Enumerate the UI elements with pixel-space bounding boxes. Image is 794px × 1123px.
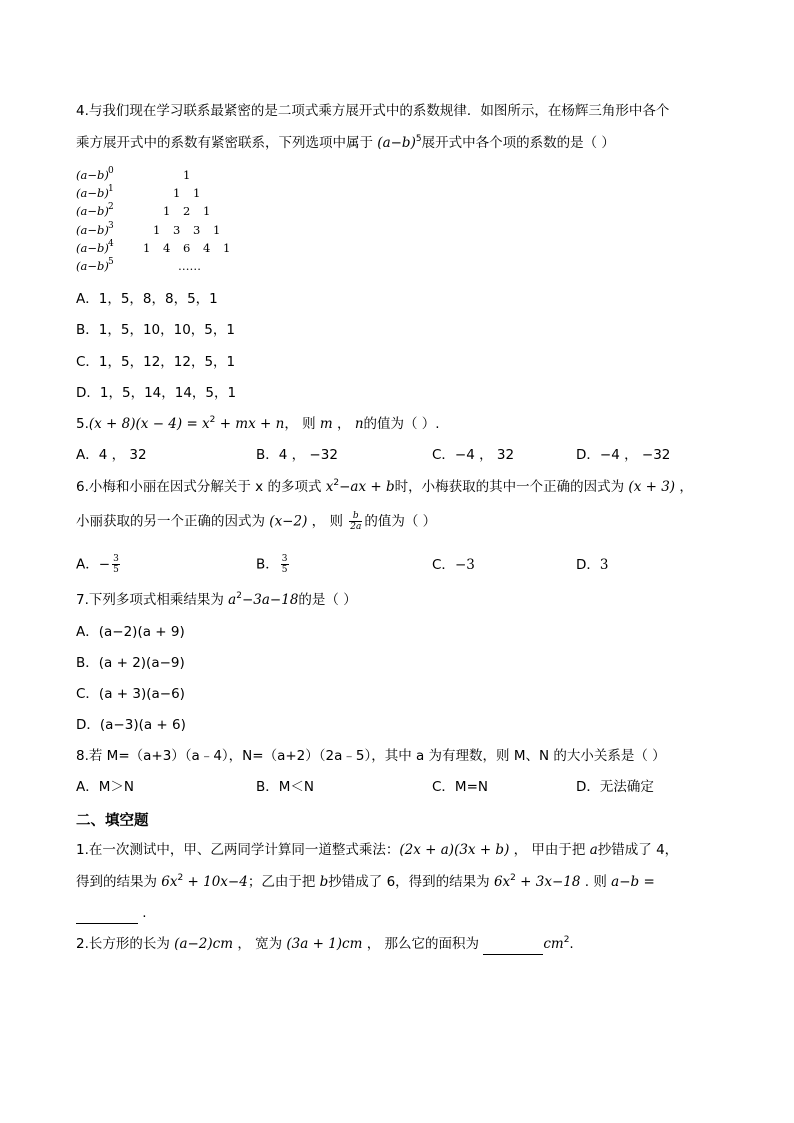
pascal-coefficient: 1: [173, 186, 181, 200]
pascal-coefficient: 1: [153, 223, 161, 237]
q8-stem: 8.若 M=（a+3）（a﹣4），N=（a+2）（2a﹣5），其中 a 为有理数，则 M、N 的大小关系是（ ）: [76, 748, 666, 764]
pascal-row-exp: 3: [108, 221, 114, 231]
q6-frac-num: b: [349, 511, 362, 522]
q6-line1-b: 时，小梅获取的其中一个正确的因式为: [394, 479, 629, 495]
f1-result2-exp: 2: [510, 873, 516, 883]
f1-expr: (2x + a)(3x + b): [399, 842, 510, 858]
q8-option-d: D．无法确定: [576, 779, 654, 795]
q6-option-c-letter: C．: [432, 557, 455, 573]
pascal-coefficient: ……: [178, 259, 201, 273]
q6-poly: x: [325, 479, 334, 495]
q7-option-b: B．(a + 2)(a−9): [76, 655, 185, 671]
q5-option-b: B．4 ， −32: [256, 447, 338, 463]
q6-factor1: (x + 3): [628, 479, 676, 495]
pascal-coefficient: 3: [193, 223, 201, 237]
q6-option-a-letter: A．: [76, 556, 99, 573]
q7-expr-tail: −3a−18: [241, 592, 299, 608]
f1-var-b: b: [319, 874, 329, 890]
pascal-coefficient: 4: [163, 241, 171, 255]
f1-result2: 6x: [493, 874, 511, 890]
pascal-coefficient: 2: [183, 204, 191, 218]
f1-var-a: a: [589, 842, 598, 858]
q7-expr-exp: 2: [236, 591, 242, 601]
q6-frac-den: 2a: [350, 522, 362, 532]
q4-option-a: A．1，5，8，8，5，1: [76, 291, 218, 307]
q4-expr-exp: 5: [415, 134, 422, 144]
pascal-row-label: (a−b): [76, 186, 109, 200]
q6-option-b-frac: [281, 554, 289, 575]
pascal-row-exp-wrap: [108, 168, 114, 182]
q7-line-b: 的是（ ）: [298, 592, 357, 608]
q4-line1: 4.与我们现在学习联系最紧密的是二项式乘方展开式中的系数规律．如图所示，在杨辉三角形中各个: [76, 103, 670, 119]
q5-var-m: m: [319, 416, 333, 432]
f2-line-a: 2.长方形的长为: [76, 936, 175, 952]
f1-line3: [76, 903, 147, 924]
q5-middle: ， 则: [284, 416, 320, 432]
pascal-row-exp-wrap: [108, 186, 114, 200]
pascal-coefficient: 1: [213, 223, 221, 237]
q6-option-d: [576, 555, 609, 575]
q6-option-c: [432, 555, 475, 575]
q6-fraction: [349, 511, 362, 532]
f2-end: .: [569, 936, 574, 952]
q6-option-d-letter: D．: [576, 557, 600, 573]
f1-end: .: [138, 905, 147, 921]
f1-result1-tail: + 10x−4: [183, 874, 248, 890]
q5-var-n: n: [354, 416, 364, 432]
q7-stem: [76, 590, 357, 610]
q6-line2-b: ， 则: [307, 513, 348, 530]
f2-unit-exp: 2: [563, 935, 570, 945]
q6-poly-exp: 2: [333, 478, 340, 488]
section-title: 二、填空题: [76, 813, 149, 829]
q6-poly-tail: −ax + b: [339, 479, 395, 495]
q5-option-a: A．4 ， 32: [76, 447, 147, 463]
q6-option-d-text: 3: [599, 557, 609, 573]
f2-answer-blank[interactable]: [483, 934, 543, 955]
q6-factor2: (x−2): [269, 513, 308, 530]
pascal-row-label: (a−b): [76, 168, 109, 182]
q6-option-a-frac: [112, 554, 120, 575]
q4-line2-a: 乘方展开式中的系数有紧密联系，下列选项中属于: [76, 135, 373, 151]
pascal-coefficient: 6: [183, 241, 191, 255]
q6-line1-c: ，: [675, 479, 693, 495]
f1-result1-exp: 2: [177, 873, 184, 883]
pascal-row-exp-wrap: [108, 204, 114, 218]
q7-expr: a: [228, 592, 237, 608]
f1-ask: a−b =: [611, 874, 655, 890]
pascal-row-exp: 2: [108, 202, 114, 212]
q4-line2-b: 展开式中各个项的系数的是（ ）: [421, 135, 615, 151]
q6-line2-c: 的值为（ ）: [364, 513, 437, 530]
f1-line2-a: 得到的结果为: [76, 874, 162, 890]
q5-eq-tail: + mx + n: [215, 416, 285, 432]
f2-stem: [76, 934, 574, 955]
pascal-coefficient: 1: [223, 241, 231, 255]
q8-option-b: B．M＜N: [256, 779, 315, 795]
pascal-coefficient: 1: [163, 204, 171, 218]
q6-option-c-text: −3: [454, 557, 475, 573]
pascal-row-exp: 1: [108, 184, 114, 194]
q7-option-d: D．(a−3)(a + 6): [76, 717, 186, 733]
f1-line1-a: 1.在一次测试中，甲、乙两同学计算同一道整式乘法：: [76, 842, 400, 858]
pascal-row-label: (a−b): [76, 204, 109, 218]
f1-line2-d: . 则: [580, 874, 612, 890]
q6-option-a-num: 3: [113, 554, 119, 564]
q5-sep: ，: [332, 416, 355, 432]
q7-option-c: C．(a + 3)(a−6): [76, 686, 185, 702]
pascal-row-label: (a−b): [76, 259, 109, 273]
pascal-row-exp: 4: [108, 239, 114, 249]
q4-option-b: B．1，5，10，10，5，1: [76, 322, 235, 338]
pascal-row-exp-wrap: [108, 223, 114, 237]
pascal-coefficient: 3: [173, 223, 181, 237]
pascal-row-exp: 5: [108, 257, 114, 267]
pascal-row-exp-wrap: [108, 259, 114, 273]
f2-length: (a−2)cm: [174, 936, 234, 952]
pascal-row-exp: 0: [108, 166, 114, 176]
q6-option-b-letter: B．: [256, 556, 279, 573]
q7-line-a: 7.下列多项式相乘结果为: [76, 592, 229, 608]
pascal-row-exp-wrap: [108, 241, 114, 255]
pascal-coefficient: 1: [203, 204, 211, 218]
f1-line2: [76, 872, 655, 892]
q8-option-c: C．M=N: [432, 779, 488, 795]
q7-option-a: A．(a−2)(a + 9): [76, 624, 185, 640]
q6-option-b-den: 5: [281, 565, 288, 575]
pascal-triangle: [76, 168, 276, 278]
q6-option-a-sign: −: [98, 556, 111, 573]
q4-option-d: D．1，5，14，14，5，1: [76, 385, 237, 401]
f1-result2-tail: + 3x−18: [515, 874, 581, 890]
pascal-coefficient: 1: [183, 168, 191, 182]
q5-equation: (x + 8)(x − 4) = x: [88, 416, 210, 432]
f2-width: (3a + 1)cm: [286, 936, 363, 952]
q4-option-c: C．1，5，12，12，5，1: [76, 354, 236, 370]
q6-option-b: [256, 554, 291, 575]
q8-option-a: A．M＞N: [76, 779, 134, 795]
f1-line1: [76, 840, 678, 860]
q6-option-a-den: 5: [113, 565, 119, 575]
q5-stem: [76, 414, 440, 434]
f2-line-c: ， 那么它的面积为: [362, 936, 484, 952]
q6-option-a: [76, 554, 122, 575]
q5-eq-exp: 2: [209, 415, 216, 425]
q4-line2: [76, 133, 615, 153]
pascal-coefficient: 1: [143, 241, 151, 255]
q6-line2-a: 小丽获取的另一个正确的因式为: [76, 513, 270, 530]
q6-line2: [76, 511, 436, 532]
q6-option-b-num: 3: [281, 554, 288, 564]
f1-answer-blank[interactable]: [76, 903, 138, 924]
f1-line2-b: ；乙由于把: [247, 874, 320, 890]
f1-result1: 6x: [161, 874, 178, 890]
q5-prefix: 5.: [76, 416, 89, 432]
f1-line2-c: 抄错成了 6，得到的结果为: [328, 874, 494, 890]
f2-line-b: ， 宽为: [233, 936, 287, 952]
q6-line1-a: 6.小梅和小丽在因式分解关于 x 的多项式: [76, 479, 326, 495]
q5-option-d: D．−4 ， −32: [576, 447, 671, 463]
q5-option-c: C．−4 ， 32: [432, 447, 515, 463]
q6-line1: [76, 477, 693, 497]
f1-line1-c: 抄错成了 4，: [597, 842, 679, 858]
pascal-row-label: (a−b): [76, 223, 109, 237]
pascal-coefficient: 1: [193, 186, 201, 200]
f1-line1-b: ， 甲由于把: [509, 842, 590, 858]
pascal-row-label: (a−b): [76, 241, 109, 255]
q5-suffix: 的值为（ ）.: [363, 416, 440, 432]
q4-expr: (a−b): [377, 135, 416, 151]
pascal-coefficient: 4: [203, 241, 211, 255]
f2-unit: cm: [543, 936, 564, 952]
